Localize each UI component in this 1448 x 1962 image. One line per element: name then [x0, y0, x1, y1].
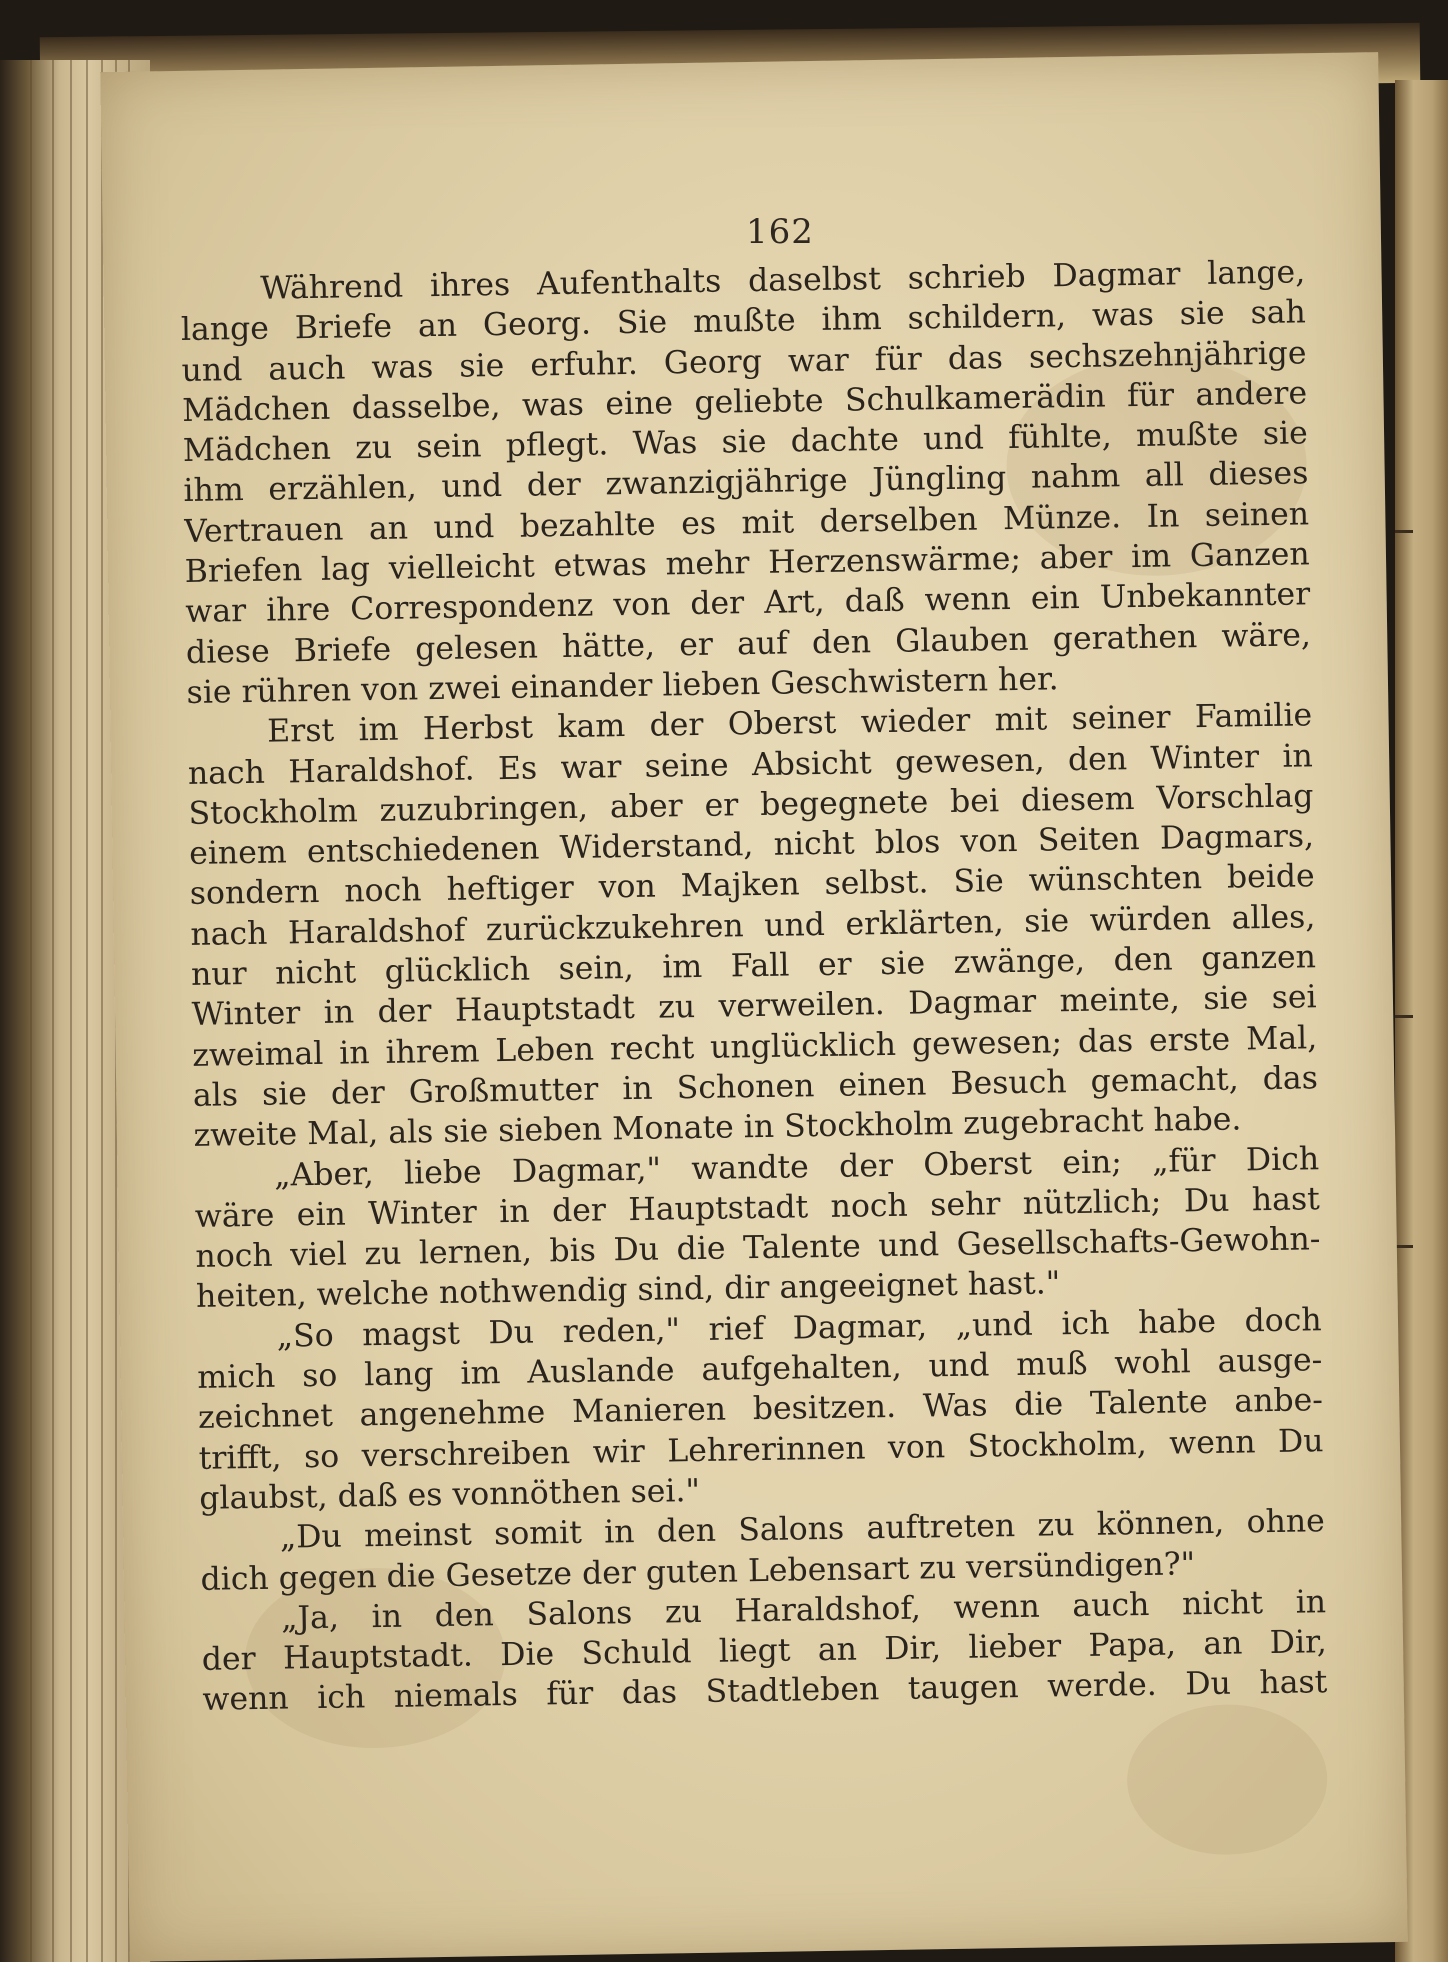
text-line: wenn ich niemals für das Stadtleben taugen werde. Du hast — [202, 1664, 1328, 1719]
text-line: nach Haraldshof zurückzukehren und erklärten, sie würden alles, — [190, 898, 1316, 953]
page-number: 162 — [746, 212, 814, 252]
body-text — [180, 252, 1328, 1720]
text-line: zweite Mal, als sie sieben Monate in Stockholm zugebracht habe. — [193, 1101, 1242, 1155]
text-line: zweimal in ihrem Leben recht unglücklich gewesen; das erste Mal, — [192, 1019, 1318, 1074]
text-line: trifft, so verschreiben wir Lehrerinnen von Stockholm, wenn Du — [198, 1422, 1324, 1477]
text-line: glaubst, daß es vonnöthen sei." — [199, 1472, 701, 1517]
text-line: Erst im Herbst kam der Oberst wieder mit seiner Familie — [266, 697, 1313, 750]
text-line: „Du meinst somit in den Salons auftreten zu können, ohne — [279, 1503, 1326, 1556]
text-line: nach Haraldshof. Es war seine Absicht gewesen, den Winter in — [187, 737, 1314, 792]
text-line: Stockholm zuzubringen, aber er begegnete bei diesem Vorschlag — [188, 778, 1314, 832]
text-line: und auch was sie erfuhr. Georg war für das sechszehnjährige — [181, 334, 1307, 389]
text-line: heiten, welche nothwendig sind, dir angeeignet hast." — [195, 1265, 1061, 1316]
text-line: diese Briefe gelesen hätte, er auf den Glauben gerathen wäre, — [185, 616, 1312, 671]
text-line: lange Briefe an Georg. Sie mußte ihm schildern, was sie sah — [180, 294, 1307, 349]
text-line: Mädchen zu sein pflegt. Was sie dachte und fühlte, mußte sie — [182, 415, 1308, 470]
text-line: dich gegen die Gesetze der guten Lebensart zu versündigen?" — [200, 1545, 1196, 1598]
text-line: zeichnet angenehme Manieren besitzen. Was die Talente anbe- — [197, 1382, 1324, 1437]
text-line: Briefen lag vielleicht etwas mehr Herzenswärme; aber im Ganzen — [184, 536, 1310, 591]
text-line: sie rühren von zwei einander lieben Geschwistern her. — [186, 661, 1059, 711]
text-line: noch viel zu lernen, bis Du die Talente und Gesellschafts-Gewohn- — [195, 1221, 1321, 1276]
text-line: wäre ein Winter in der Hauptstadt noch sehr nützlich; Du hast — [194, 1181, 1321, 1235]
text-line: „Ja, in den Salons zu Haraldshof, wenn auch nicht in — [280, 1583, 1327, 1637]
text-line: Während ihres Aufenthalts daselbst schrieb Dagmar lange, — [260, 254, 1306, 307]
text-line: einem entschiedenen Widerstand, nicht blos von Seiten Dagmars, — [188, 818, 1315, 873]
text-line: Mädchen dasselbe, was eine geliebte Schulkamerädin für andere — [181, 375, 1308, 429]
text-line: war ihre Correspondenz von der Art, daß wenn ein Unbekannter — [185, 576, 1311, 631]
text-line: der Hauptstadt. Die Schuld liegt an Dir, lieber Papa, an Dir, — [201, 1624, 1327, 1678]
text-line: nur nicht glücklich sein, im Fall er sie zwänge, den ganzen — [190, 939, 1317, 993]
text-line: mich so lang im Auslande aufgehalten, und muß wohl ausge- — [197, 1342, 1323, 1396]
text-line: als sie der Großmutter in Schonen einen Besuch gemacht, das — [192, 1060, 1319, 1114]
text-line: „So magst Du reden," rief Dagmar, „und ich habe doch — [276, 1301, 1322, 1355]
text-line: „Aber, liebe Dagmar," wandte der Oberst ein; „für Dich — [273, 1140, 1320, 1194]
text-line: sondern noch heftiger von Majken selbst. Sie wünschten beide — [189, 858, 1315, 913]
text-line: Vertrauen an und bezahlte es mit derselben Münze. In seinen — [183, 496, 1310, 550]
text-line: Winter in der Hauptstadt zu verweilen. Dagmar meinte, sie sei — [191, 979, 1317, 1034]
text-line: ihm erzählen, und der zwanzigjährige Jüngling nahm all dieses — [183, 455, 1309, 510]
